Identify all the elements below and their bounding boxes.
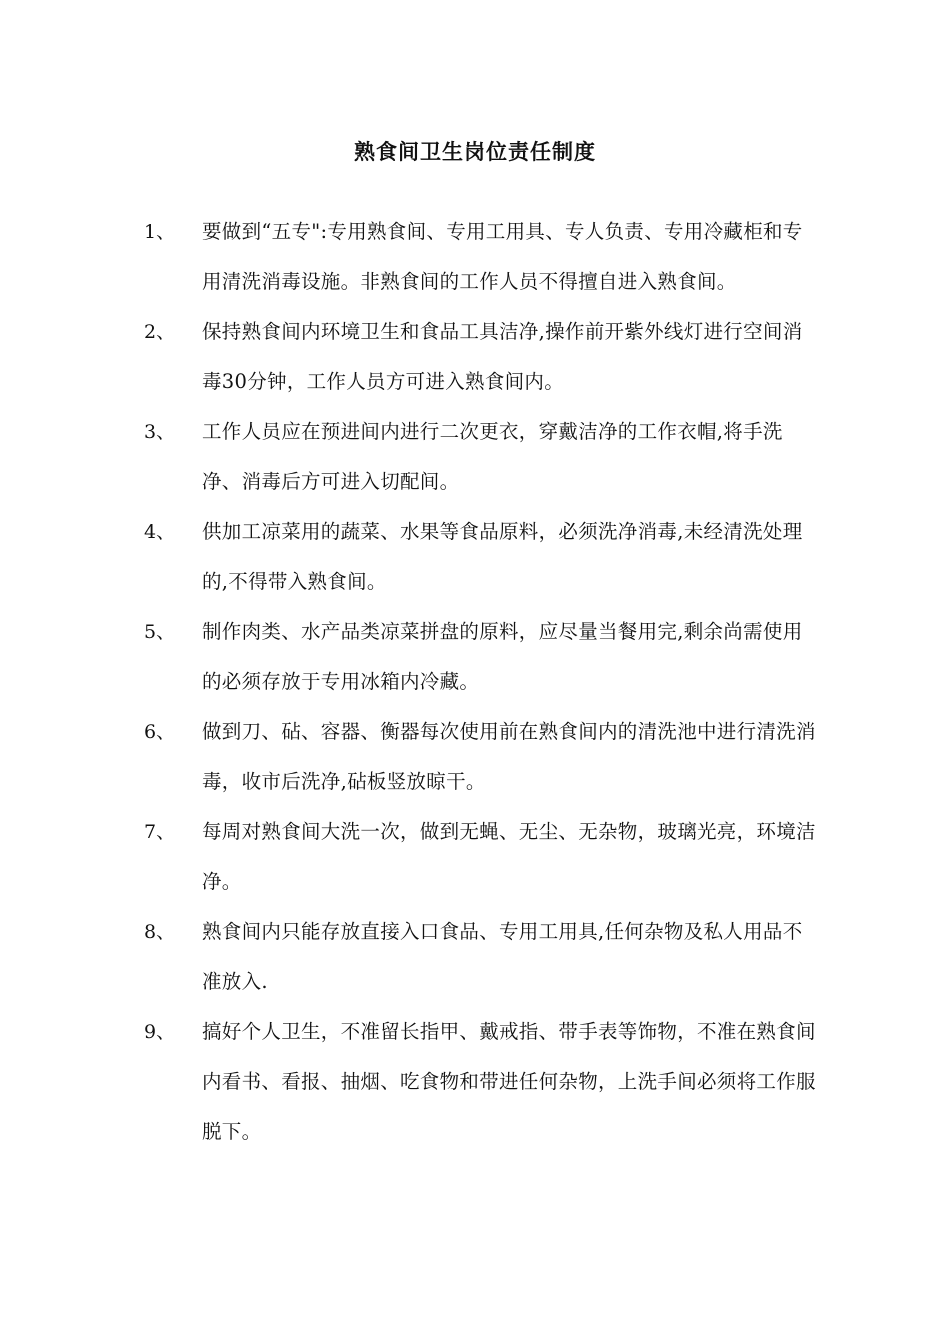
rule-item <box>0 907 950 1007</box>
rule-text: 搞好个人卫生，不准留长指甲、戴戒指、带手表等饰物，不准在熟食间内看书、看报、抽烟、吃食物和带进任何杂物，上洗手间必须将工作服脱下。 <box>202 1020 816 1143</box>
rule-number: 7、 <box>144 821 176 843</box>
rule-item <box>0 507 950 607</box>
rule-item <box>0 1007 950 1157</box>
rule-number: 1、 <box>144 221 176 243</box>
rule-text: 做到刀、砧、容器、衡器每次使用前在熟食间内的清洗池中进行清洗消毒，收市后洗净,砧板竖放晾干。 <box>202 720 816 793</box>
document-title: 熟食间卫生岗位责任制度 <box>354 139 596 164</box>
rule-number: 2、 <box>144 321 176 343</box>
rule-item <box>0 707 950 807</box>
rule-number: 8、 <box>144 921 176 943</box>
rule-number: 4、 <box>144 521 176 543</box>
rule-text: 制作肉类、水产品类凉菜拼盘的原料，应尽量当餐用完,剩余尚需使用的必须存放于专用冰箱内冷藏。 <box>202 620 803 693</box>
rule-item <box>0 807 950 907</box>
rule-number: 5、 <box>144 621 176 643</box>
rule-number: 9、 <box>144 1021 176 1043</box>
rules-list <box>0 207 950 1157</box>
rule-item <box>0 407 950 507</box>
rule-text: 熟食间内只能存放直接入口食品、专用工用具,任何杂物及私人用品不准放入. <box>202 920 803 993</box>
rule-number: 3、 <box>144 421 176 443</box>
rule-item <box>0 207 950 307</box>
rule-text: 工作人员应在预进间内进行二次更衣，穿戴洁净的工作衣帽,将手洗净、消毒后方可进入切配间。 <box>202 420 783 493</box>
rule-text: 保持熟食间内环境卫生和食品工具洁净,操作前开紫外线灯进行空间消毒30分钟，工作人员方可进入熟食间内。 <box>202 320 803 393</box>
rule-number: 6、 <box>144 721 176 743</box>
rule-text: 要做到“五专":专用熟食间、专用工用具、专人负责、专用冷藏柜和专用清洗消毒设施。非熟食间的工作人员不得擅自进入熟食间。 <box>202 220 803 293</box>
rule-item <box>0 607 950 707</box>
rule-text: 供加工凉菜用的蔬菜、水果等食品原料，必须洗净消毒,未经清洗处理的,不得带入熟食间。 <box>202 520 803 593</box>
rule-text: 每周对熟食间大洗一次，做到无蝇、无尘、无杂物，玻璃光亮，环境洁净。 <box>202 820 816 893</box>
rule-item <box>0 307 950 407</box>
